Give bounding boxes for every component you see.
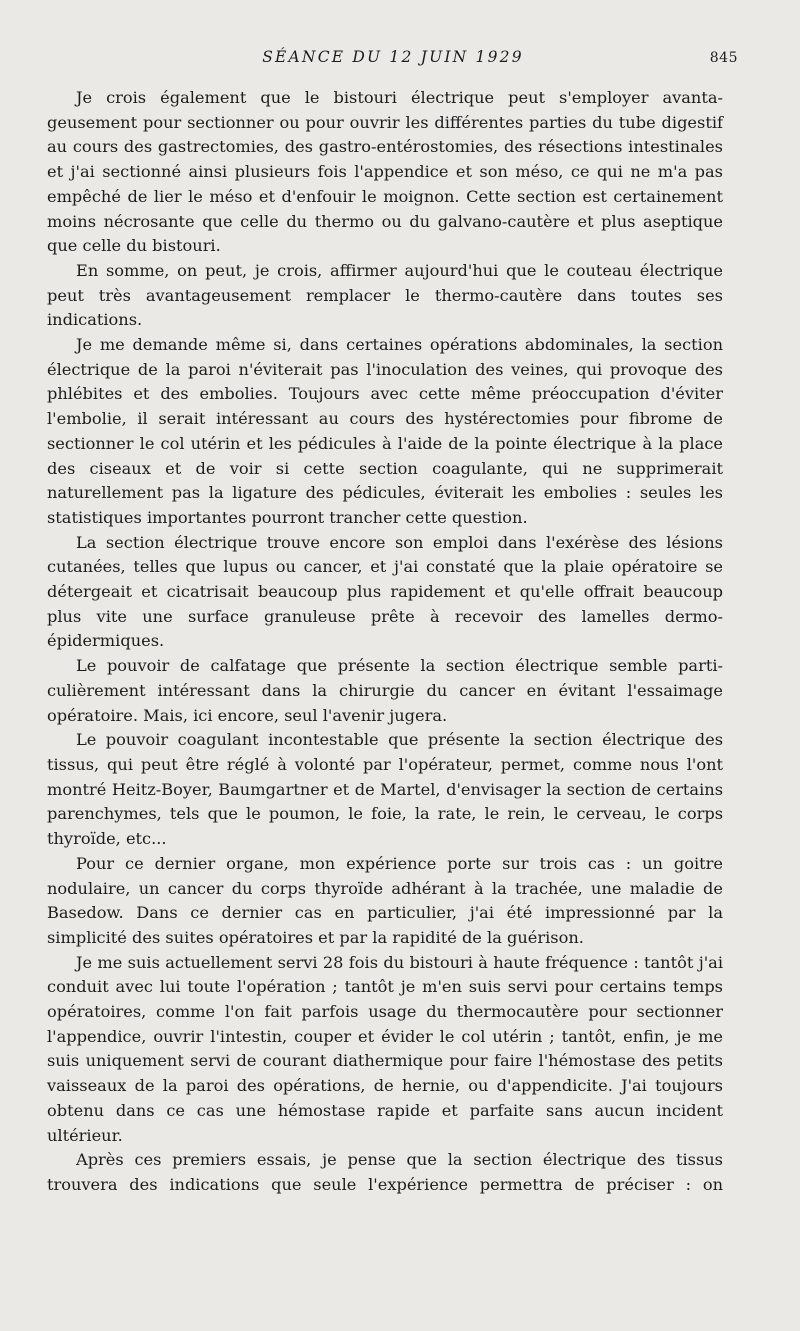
page-header	[48, 46, 738, 70]
paragraph: Le pouvoir coagulant incontestable que présente la section électrique des tissus, qui peut être réglé à volonté par l'opérateur, permet, comme nous l'ont montré Heitz-Boyer, Baumgartner et de Martel, d'envisager la section de certains parenchymes, tels que le poumon, le foie, la rate, le rein, le cerveau, le corps thyroïde, etc...	[47, 730, 723, 849]
paragraph: Je me suis actuellement servi 28 fois du bistouri à haute fréquence : tantôt j'ai conduit avec lui toute l'opération ; tantôt je m'en suis servi pour certains temps opératoires, comme l'on fait parfois usage du thermocautère pour sectionner l'appendice, ouvrir l'intestin, couper et évider le col utérin ; tantôt, enfin, je me suis uniquement servi de courant diathermique pour faire l'hémostase des petits vaisseaux de la paroi des opérations, de hernie, ou d'appendicite. J'ai toujours obtenu dans ce cas une hémostase rapide et parfaite sans aucun incident ultérieur.	[47, 952, 723, 1145]
page-number: 845	[709, 50, 738, 66]
paragraph: Après ces premiers essais, je pense que la section électrique des tissus trouvera des indications que seule l'expérience permettra de préciser : on	[47, 1150, 723, 1194]
running-title: SÉANCE DU 12 JUIN 1929	[262, 48, 524, 66]
paragraph: Je me demande même si, dans certaines opérations abdominales, la section électrique de la paroi n'éviterait pas l'inoculation des veines, qui provoque des phlébites et des embolies. Toujours avec cette même préoccupation d'éviter l'embolie, il serait intéressant au cours des hystérectomies pour fibrome de sectionner le col utérin et les pédicules à l'aide de la pointe électrique à la place des ciseaux et de voir si cette section coagulante, qui ne supprimerait naturellement pas la ligature des pédicules, éviterait les embolies : seules les statistiques importantes pourront trancher cette question.	[47, 335, 723, 527]
paragraph: Pour ce dernier organe, mon expérience porte sur trois cas : un goitre nodulaire, un cancer du corps thyroïde adhérant à la trachée, une maladie de Basedow. Dans ce dernier cas en particulier, j'ai été impressionné par la simplicité des suites opératoires et par la rapidité de la guérison.	[47, 853, 723, 947]
body-text	[47, 86, 723, 1198]
paragraph: La section électrique trouve encore son emploi dans l'exérèse des lésions cutanées, telles que lupus ou cancer, et j'ai constaté que la plaie opératoire se détergeait et cicatrisait beaucoup plus rapidement et qu'elle offrait beaucoup plus vite une surface granuleuse prête à recevoir des lamelles dermo-épidermiques.	[47, 532, 723, 651]
paragraph: En somme, on peut, je crois, affirmer aujourd'hui que le couteau électrique peut très avantageusement remplacer le thermo-cautère dans toutes ses indications.	[47, 260, 723, 330]
paragraph: Le pouvoir de calfatage que présente la section électrique semble particulièrement intéressant dans la chirurgie du cancer en évitant l'essaimage opératoire. Mais, ici encore, seul l'avenir jugera.	[47, 656, 723, 725]
paragraph: Je crois également que le bistouri électrique peut s'employer avantageusement pour sectionner ou pour ouvrir les différentes parties du tube digestif au cours des gastrectomies, des gastro-entérostomies, des résections intestinales et j'ai sectionné ainsi plusieurs fois l'appendice et son méso, ce qui ne m'a pas empêché de lier le méso et d'enfouir le moignon. Cette section est certainement moins nécrosante que celle du thermo ou du galvano-cautère et plus aseptique que celle du bistouri.	[47, 88, 723, 256]
